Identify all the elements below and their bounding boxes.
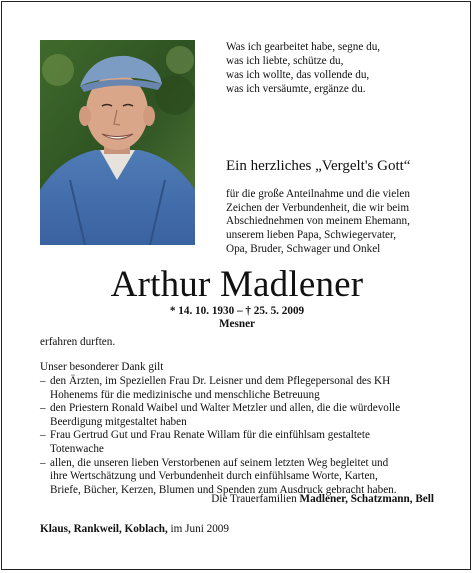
dash-marker: – xyxy=(40,429,46,442)
thanks-line: Zeichen der Verbundenheit, die wir beim xyxy=(226,201,410,214)
poem-line: was ich wollte, das vollende du, xyxy=(226,69,370,81)
list-item-line: Frau Gertrud Gut und Frau Renate Willam für die einfühlsam gestaltete xyxy=(50,429,370,442)
thanks-line: Abschiednehmen von meinem Ehemann, xyxy=(226,215,410,228)
poem-verse xyxy=(226,40,380,96)
list-item-line: Totenwache xyxy=(50,442,104,455)
list-item-line: ihre Wertschätzung und Verbundenheit durch einfühlsame Worte, Karten, xyxy=(50,470,378,483)
list-item-line: Hohenems für die medizinische und menschliche Betreuung xyxy=(50,388,320,401)
family-signature xyxy=(211,492,434,506)
place-date xyxy=(40,522,229,536)
dash-marker: – xyxy=(40,402,46,415)
poem-line: was ich liebte, schütze du, xyxy=(226,55,344,67)
poem-line: was ich versäumte, ergänze du. xyxy=(226,83,366,95)
thanks-heading: Ein herzliches „Vergelt's Gott“ xyxy=(226,158,411,174)
list-item-line: Briefe, Bücher, Kerzen, Blumen und Spenden zum Ausdruck gebracht haben. xyxy=(50,483,397,496)
intro-text: erfahren durften. xyxy=(40,336,116,348)
list-item-line: allen, die unseren lieben Verstorbenen auf seinem letzten Weg begleitet und xyxy=(50,456,389,469)
thanks-line: unserem lieben Papa, Schwiegervater, xyxy=(226,229,397,242)
portrait-image xyxy=(40,40,195,245)
dash-marker: – xyxy=(40,375,46,387)
place-month: im Juni 2009 xyxy=(167,523,229,535)
poem-line: Was ich gearbeitet habe, segne du, xyxy=(226,41,381,53)
dank-heading: Unser besonderer Dank gilt xyxy=(40,361,164,373)
thanks-line: für die große Anteilnahme und die vielen xyxy=(226,188,410,200)
list-item-line: den Ärzten, im Speziellen Frau Dr. Leisner und dem Pflegepersonal des KH xyxy=(50,375,391,387)
list-item-line: Beerdigung mitgestaltet haben xyxy=(50,415,187,428)
list-item-line: den Priestern Ronald Waibel und Walter Metzler und allen, die die würdevolle xyxy=(50,402,401,415)
families-names: Madlener, Schatzmann, Bell xyxy=(299,493,434,505)
life-dates: * 14. 10. 1930 – † 25. 5. 2009 xyxy=(169,305,305,317)
deceased-role: Mesner xyxy=(218,318,256,330)
portrait-photo xyxy=(40,40,195,245)
list-item xyxy=(40,402,440,429)
families-prefix: Die Trauerfamilien xyxy=(211,493,300,505)
dank-list xyxy=(40,375,440,497)
thanks-body xyxy=(226,188,410,257)
deceased-name: Arthur Madlener xyxy=(110,264,364,305)
thanks-line: Opa, Bruder, Schwager und Onkel xyxy=(226,242,381,255)
dash-marker: – xyxy=(40,456,46,469)
list-item xyxy=(40,375,440,402)
place-towns: Klaus, Rankweil, Koblach, xyxy=(40,523,168,535)
list-item xyxy=(40,429,440,456)
